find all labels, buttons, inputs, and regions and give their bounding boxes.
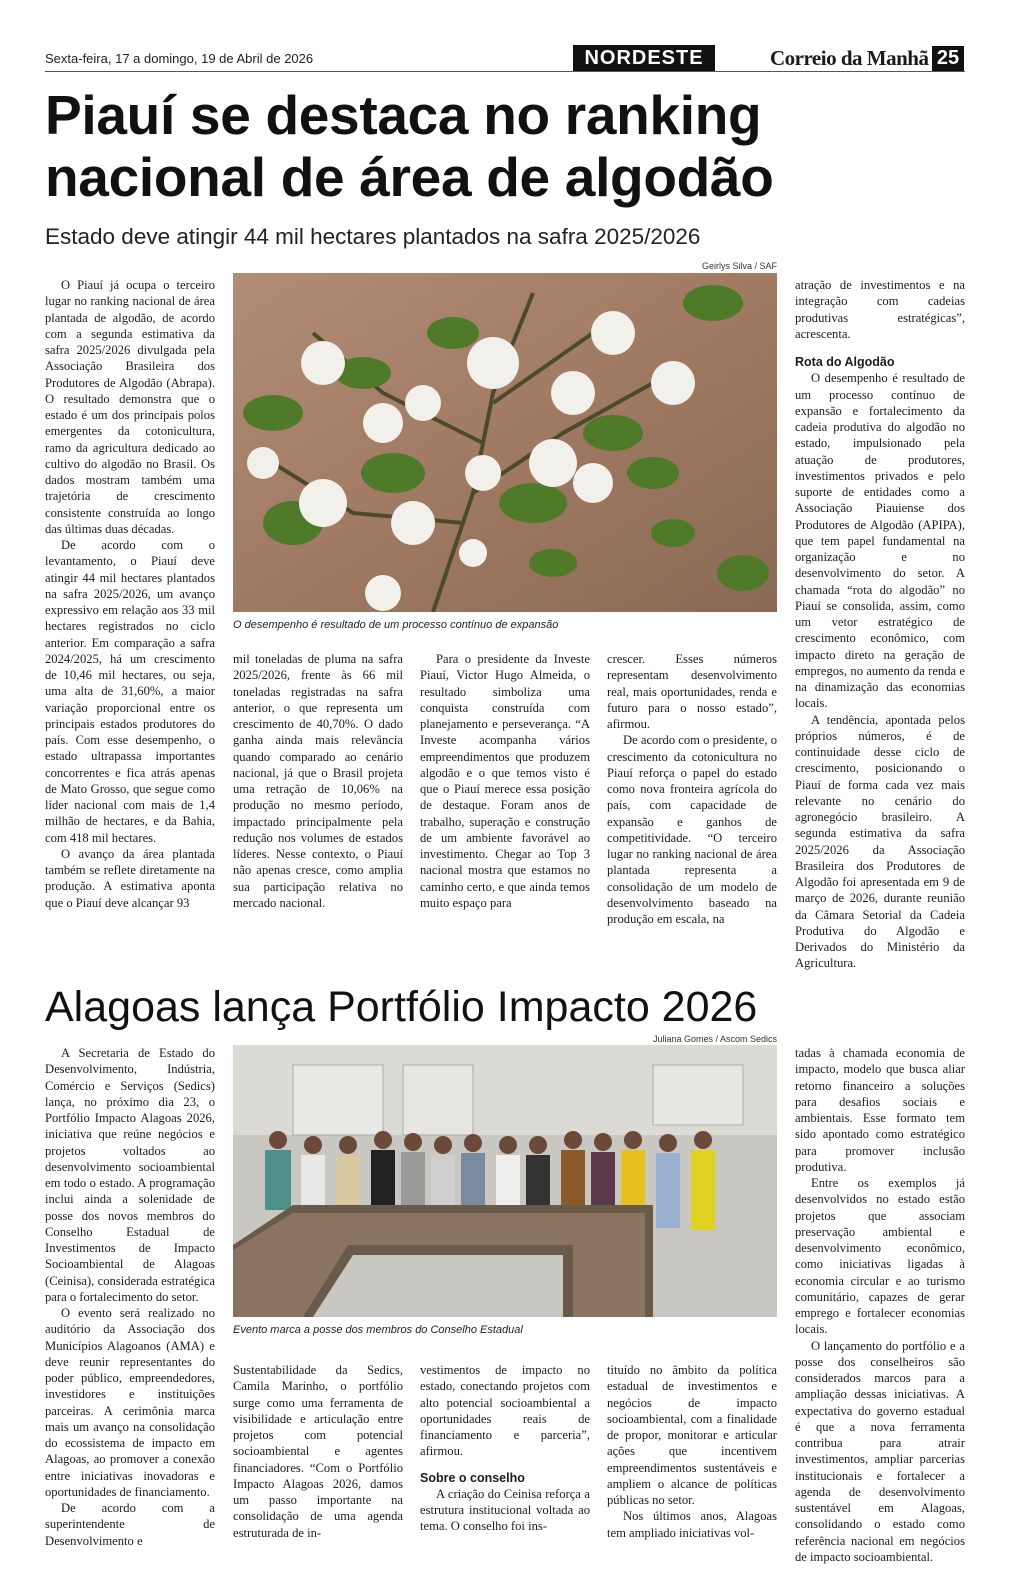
paragraph: Entre os exemplos já desenvolvidos no estado estão projetos que associam preservação ambiental e desenvolvimento econômico, como iniciativas ligadas à economia circular e ao turismo comunitário, capazes de gerar emprego e fortalecer economias locais. bbox=[795, 1176, 965, 1337]
article2-column-4 bbox=[607, 1362, 777, 1541]
article1-column-2 bbox=[233, 651, 403, 911]
paragraph: tadas à chamada economia de impacto, modelo que busca aliar retorno financeiro a soluções para desafios sociais e ambientais. Esse formato tem sido apontado como estratégico para promover inclusão produtiva. bbox=[795, 1046, 965, 1174]
article1-column-5 bbox=[795, 277, 965, 972]
subheading: Rota do Algodão bbox=[795, 355, 895, 369]
paragraph: mil toneladas de pluma na safra 2025/2026, frente às 66 mil toneladas registradas na safra anterior, o que representa um crescimento de 40,70%. O dado ganha ainda mais relevância quando comparado ao cenário nacional, já que o Brasil projeta uma retração de 10,06% na produção no mesmo período, impactado principalmente pela redução nos volumes de estados líderes. Nesse contexto, o Piauí não apenas cresce, como amplia sua participação relativa no mercado nacional. bbox=[233, 652, 403, 910]
article1-column-4 bbox=[607, 651, 777, 927]
article1-photo-caption: O desempenho é resultado de um processo contínuo de expansão bbox=[233, 619, 559, 631]
headline-line: nacional de área de algodão bbox=[45, 146, 774, 208]
paragraph: vestimentos de impacto no estado, conectando projetos com alto potencial socioambiental a oportunidades reais de financiamento e parceria”, afirmou. bbox=[420, 1363, 590, 1459]
cotton-plant-photo bbox=[233, 273, 777, 612]
paragraph: Para o presidente da Investe Piauí, Victor Hugo Almeida, o resultado simboliza uma conquista construída com planejamento e perseverança. “A Investe acompanha vários empreendimentos que produzem algodão e o que temos visto é que o Piauí merece essa posição de destaque. Foram anos de trabalho, superação e construção de um ambiente favorável ao investimento. Chegar ao Top 3 nacional mostra que estamos no caminho certo, e que ainda temos muito espaço para bbox=[420, 652, 590, 910]
paragraph: atração de investimentos e na integração com cadeias produtivas estratégicas”, acrescenta. bbox=[795, 278, 965, 341]
issue-date: Sexta-feira, 17 a domingo, 19 de Abril de 2026 bbox=[45, 51, 314, 66]
article2-column-2 bbox=[233, 1362, 403, 1541]
paragraph: Nos últimos anos, Alagoas tem ampliado iniciativas vol- bbox=[607, 1509, 777, 1540]
paragraph: A tendência, apontada pelos próprios números, é de continuidade desse ciclo de crescimento, posicionando o Piauí de forma cada vez mais relevante no cenário do agronegócio brasileiro. A segunda estimativa da safra 2025/2026 da Associação Brasileira dos Produtores de Algodão foi apresentada em 9 de março de 2026, durante reunião da Câmara Setorial da Cadeia Produtiva do Algodão e Derivados do Ministério da Agricultura. bbox=[795, 712, 965, 971]
article2-photo-credit: Juliana Gomes / Ascom Sedics bbox=[652, 1034, 777, 1044]
paragraph: De acordo com o presidente, o crescimento da cotonicultura no Piauí reforça o papel do estado como nova fronteira agrícola do país, com capacidade de expansão e ganhos de competitividade. “O terceiro lugar no ranking nacional de área plantada representa a consolidação de um modelo de desenvolvimento baseado na produção em escala, na bbox=[607, 733, 777, 926]
section-label: NORDESTE bbox=[573, 45, 715, 71]
article1-subtitle: Estado deve atingir 44 mil hectares plantados na safra 2025/2026 bbox=[45, 224, 701, 249]
article1-photo-credit: Geirlys Silva / SAF bbox=[701, 261, 777, 271]
newspaper-logo: Correio da Manhã bbox=[770, 46, 929, 70]
paragraph: O avanço da área plantada também se reflete diretamente na produção. A estimativa aponta que o Piauí deve alcançar 93 bbox=[45, 846, 215, 910]
article1-column-3 bbox=[420, 651, 590, 911]
article2-headline: Alagoas lança Portfólio Impacto 2026 bbox=[45, 983, 758, 1031]
page-number: 25 bbox=[932, 46, 964, 71]
article1-headline bbox=[45, 84, 945, 208]
paragraph: A criação do Ceinisa reforça a estrutura institucional voltada ao tema. O conselho foi ins- bbox=[420, 1486, 590, 1534]
headline-line: Piauí se destaca no ranking bbox=[45, 84, 762, 146]
paragraph: crescer. Esses números representam desenvolvimento real, mais oportunidades, renda e futuro para o nosso estado”, afirmou. bbox=[607, 652, 777, 731]
paragraph: De acordo com a superintendente de Desenvolvimento e bbox=[45, 1501, 215, 1548]
paragraph: O lançamento do portfólio e a posse dos conselheiros são considerados marcos para a ampliação dessas iniciativas. A expectativa do governo estadual é que a nova ferramenta contribua para atrair investimentos, ampliar parcerias institucionais e fortalecer a agenda de desenvolvimento sustentável em Alagoas, consolidando o estado como referência nacional em negócios de impacto socioambiental. bbox=[795, 1338, 965, 1564]
paragraph: Sustentabilidade da Sedics, Camila Marinho, o portfólio surge como uma ferramenta de visibilidade e articulação entre projetos com potencial socioambiental e agentes financiadores. “Com o Portfólio Impacto Alagoas 2026, damos um passo importante na consolidação de uma agenda estruturada de in- bbox=[233, 1363, 403, 1540]
paragraph: O Piauí já ocupa o terceiro lugar no ranking nacional de área plantada de algodão, de acordo com a segunda estimativa da safra 2025/2026 divulgada pela Associação Brasileira dos Produtores de Algodão (Abrapa). O resultado demonstra que o estado é um dos principais polos emergentes da cotonicultura, ramo da agricultura dedicado ao cultivo do algodão no Brasil. Os dados mostram também uma trajetória de crescimento consistente construída ao longo das últimas duas décadas. bbox=[45, 278, 215, 536]
header-divider bbox=[45, 71, 965, 72]
paragraph: De acordo com o levantamento, o Piauí deve atingir 44 mil hectares plantados na safra 2025/2026, um avanço expressivo em relação aos 33 mil hectares registrados no ciclo anterior. Em comparação a safra 2024/2025, há um crescimento de 10,46 mil hectares, ou seja, uma alta de 31,60%, a maior variação proporcional entre os principais estados produtores do país. Com esse desempenho, o estado ultrapassa importantes concorrentes e fica atrás apenas de Mato Grosso, que segue como líder nacional com mais de 1,4 milhão de hectares, e da Bahia, com 418 mil hectares. bbox=[45, 538, 215, 845]
council-members-photo bbox=[233, 1045, 777, 1317]
article2-column-3 bbox=[420, 1362, 590, 1535]
paragraph: A Secretaria de Estado do Desenvolvimento, Indústria, Comércio e Serviços (Sedics) lança, no próximo dia 23, o Portfólio Impacto Alagoas 2026, iniciativa que reúne negócios e projetos voltados ao desenvolvimento socioambiental em todo o estado. A programação inclui ainda a solenidade de posse dos novos membros do Conselho Estadual de Investimentos de Impacto Socioambiental de Alagoas (Ceinisa), considerada estratégica para o fortalecimento do setor. bbox=[45, 1046, 215, 1304]
article2-photo-caption: Evento marca a posse dos membros do Conselho Estadual bbox=[233, 1324, 523, 1336]
paragraph: O evento será realizado no auditório da Associação dos Municípios Alagoanos (AMA) e deve reunir representantes do poder público, empreendedores, investidores e instituições parceiras. A cerimônia marca mais um avanço na consolidação do ecossistema de impacto em Alagoas, ao promover a conexão entre iniciativas inovadoras e oportunidades de financiamento. bbox=[45, 1306, 215, 1499]
paragraph: tituído no âmbito da política estadual de investimentos e negócios de impacto socioambiental, com a finalidade de propor, monitorar e articular ações que incentivem empreendimentos sustentáveis e ampliem o alcance de políticas públicas no setor. bbox=[607, 1363, 777, 1507]
paragraph: O desempenho é resultado de um processo contínuo de expansão e fortalecimento da cadeia produtiva do algodão no estado, impulsionado pela atuação de produtores, investimentos privados e pelo suporte de entidades como a Associação Piauiense dos Produtores de Algodão (APIPA), que tem papel fundamental na organização e no desenvolvimento do setor. A chamada “rota do algodão” no Piauí se consolida, assim, como um vetor estratégico de crescimento econômico, com impacto direto na geração de empregos, no aumento da renda e na dinamização das economias locais. bbox=[795, 371, 965, 711]
subheading: Sobre o conselho bbox=[420, 1470, 525, 1485]
article2-column-5 bbox=[795, 1045, 965, 1565]
article2-column-1 bbox=[45, 1045, 215, 1549]
article1-column-1 bbox=[45, 277, 215, 911]
